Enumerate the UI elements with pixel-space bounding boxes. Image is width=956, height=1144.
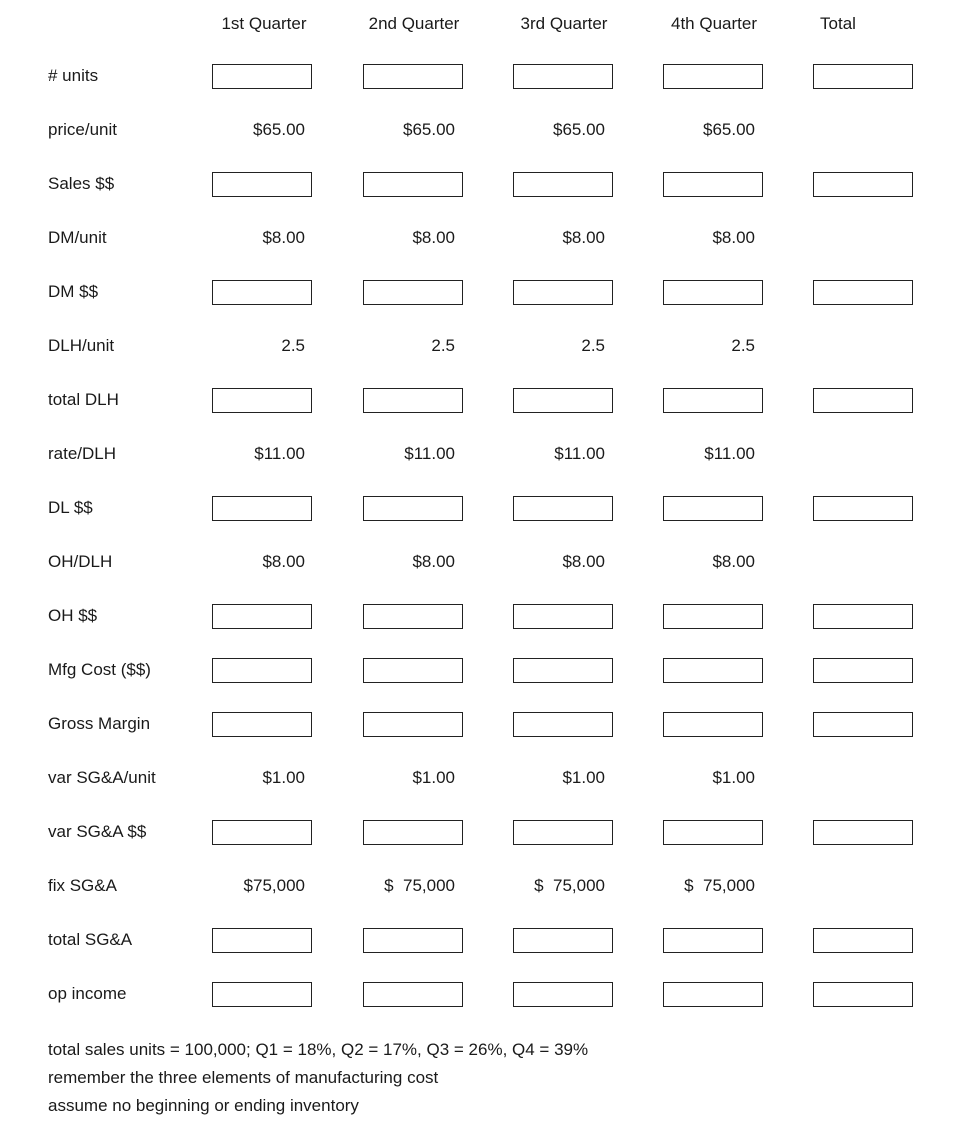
answer-input-box[interactable] <box>363 712 463 737</box>
row-label: DM/unit <box>48 228 107 247</box>
cell-value: $1.00 <box>262 768 305 787</box>
cell-value: $65.00 <box>553 120 605 139</box>
answer-input-box[interactable] <box>663 928 763 953</box>
row-label: Gross Margin <box>48 714 151 733</box>
answer-input-box[interactable] <box>663 604 763 629</box>
answer-input-box[interactable] <box>363 496 463 521</box>
answer-input-box[interactable] <box>363 280 463 305</box>
cell-value: $8.00 <box>712 552 755 571</box>
cell-value: $11.00 <box>554 444 605 463</box>
cell-value: $1.00 <box>712 768 755 787</box>
answer-input-box[interactable] <box>663 712 763 737</box>
answer-input-box[interactable] <box>212 496 312 521</box>
answer-input-box[interactable] <box>513 712 613 737</box>
cell-value: $8.00 <box>412 228 455 247</box>
column-header: 1st Quarter <box>221 14 307 33</box>
answer-input-box[interactable] <box>212 388 312 413</box>
answer-input-box[interactable] <box>513 820 613 845</box>
answer-input-box[interactable] <box>212 280 312 305</box>
answer-input-box[interactable] <box>813 712 913 737</box>
answer-input-box[interactable] <box>663 496 763 521</box>
row-label: var SG&A $$ <box>48 822 147 841</box>
instruction-note: remember the three elements of manufacturing cost <box>48 1068 439 1087</box>
answer-input-box[interactable] <box>813 658 913 683</box>
answer-input-box[interactable] <box>212 604 312 629</box>
answer-input-box[interactable] <box>513 982 613 1007</box>
answer-input-box[interactable] <box>663 820 763 845</box>
row-label: DL $$ <box>48 498 93 517</box>
cell-value: $65.00 <box>703 120 755 139</box>
row-label: rate/DLH <box>48 444 117 463</box>
answer-input-box[interactable] <box>212 712 312 737</box>
cell-value: $1.00 <box>412 768 455 787</box>
row-label: OH $$ <box>48 606 98 625</box>
answer-input-box[interactable] <box>513 64 613 89</box>
answer-input-box[interactable] <box>363 64 463 89</box>
answer-input-box[interactable] <box>363 820 463 845</box>
row-label: Mfg Cost ($$) <box>48 660 151 679</box>
answer-input-box[interactable] <box>813 928 913 953</box>
answer-input-box[interactable] <box>212 982 312 1007</box>
answer-input-box[interactable] <box>513 604 613 629</box>
answer-input-box[interactable] <box>212 64 312 89</box>
cell-value: $8.00 <box>562 552 605 571</box>
cell-value: $8.00 <box>412 552 455 571</box>
cell-value: 2.5 <box>281 336 305 355</box>
column-header: Total <box>820 14 856 33</box>
answer-input-box[interactable] <box>663 658 763 683</box>
cell-value: $11.00 <box>704 444 755 463</box>
cell-value: $65.00 <box>403 120 455 139</box>
cell-value: $75,000 <box>243 876 305 895</box>
answer-input-box[interactable] <box>813 64 913 89</box>
cell-value: $8.00 <box>562 228 605 247</box>
cell-value: $8.00 <box>262 228 305 247</box>
cell-value: $8.00 <box>712 228 755 247</box>
cell-value: $ 75,000 <box>384 876 455 895</box>
answer-input-box[interactable] <box>663 388 763 413</box>
cell-value: 2.5 <box>431 336 455 355</box>
cell-value: $65.00 <box>253 120 305 139</box>
answer-input-box[interactable] <box>663 64 763 89</box>
answer-input-box[interactable] <box>813 982 913 1007</box>
answer-input-box[interactable] <box>513 172 613 197</box>
answer-input-box[interactable] <box>363 982 463 1007</box>
answer-input-box[interactable] <box>212 172 312 197</box>
cell-value: $ 75,000 <box>534 876 605 895</box>
cell-value: 2.5 <box>581 336 605 355</box>
answer-input-box[interactable] <box>363 388 463 413</box>
answer-input-box[interactable] <box>663 172 763 197</box>
answer-input-box[interactable] <box>813 820 913 845</box>
answer-input-box[interactable] <box>813 604 913 629</box>
answer-input-box[interactable] <box>363 928 463 953</box>
cell-value: $1.00 <box>562 768 605 787</box>
answer-input-box[interactable] <box>363 604 463 629</box>
row-label: Sales $$ <box>48 174 115 193</box>
answer-input-box[interactable] <box>513 280 613 305</box>
answer-input-box[interactable] <box>663 280 763 305</box>
cell-value: $8.00 <box>262 552 305 571</box>
answer-input-box[interactable] <box>813 496 913 521</box>
cell-value: $11.00 <box>254 444 305 463</box>
cell-value: $ 75,000 <box>684 876 755 895</box>
answer-input-box[interactable] <box>513 496 613 521</box>
answer-input-box[interactable] <box>212 658 312 683</box>
column-header: 3rd Quarter <box>520 14 608 33</box>
answer-input-box[interactable] <box>513 658 613 683</box>
row-label: total SG&A <box>48 930 133 949</box>
answer-input-box[interactable] <box>363 172 463 197</box>
answer-input-box[interactable] <box>813 172 913 197</box>
row-label: DLH/unit <box>48 336 115 355</box>
column-header: 2nd Quarter <box>368 14 460 33</box>
cell-value: $11.00 <box>404 444 455 463</box>
cell-value: 2.5 <box>731 336 755 355</box>
row-label: # units <box>48 66 99 85</box>
answer-input-box[interactable] <box>212 928 312 953</box>
instruction-note: total sales units = 100,000; Q1 = 18%, Q2 = 17%, Q3 = 26%, Q4 = 39% <box>48 1040 589 1059</box>
row-label: total DLH <box>48 390 119 409</box>
answer-input-box[interactable] <box>363 658 463 683</box>
answer-input-box[interactable] <box>212 820 312 845</box>
instruction-note: assume no beginning or ending inventory <box>48 1096 359 1115</box>
row-label: op income <box>48 984 127 1003</box>
row-label: OH/DLH <box>48 552 113 571</box>
answer-input-box[interactable] <box>513 388 613 413</box>
column-header: 4th Quarter <box>671 14 757 33</box>
row-label: var SG&A/unit <box>48 768 156 787</box>
answer-input-box[interactable] <box>813 388 913 413</box>
answer-input-box[interactable] <box>513 928 613 953</box>
answer-input-box[interactable] <box>663 982 763 1007</box>
row-label: price/unit <box>48 120 117 139</box>
row-label: fix SG&A <box>48 876 117 895</box>
row-label: DM $$ <box>48 282 99 301</box>
answer-input-box[interactable] <box>813 280 913 305</box>
